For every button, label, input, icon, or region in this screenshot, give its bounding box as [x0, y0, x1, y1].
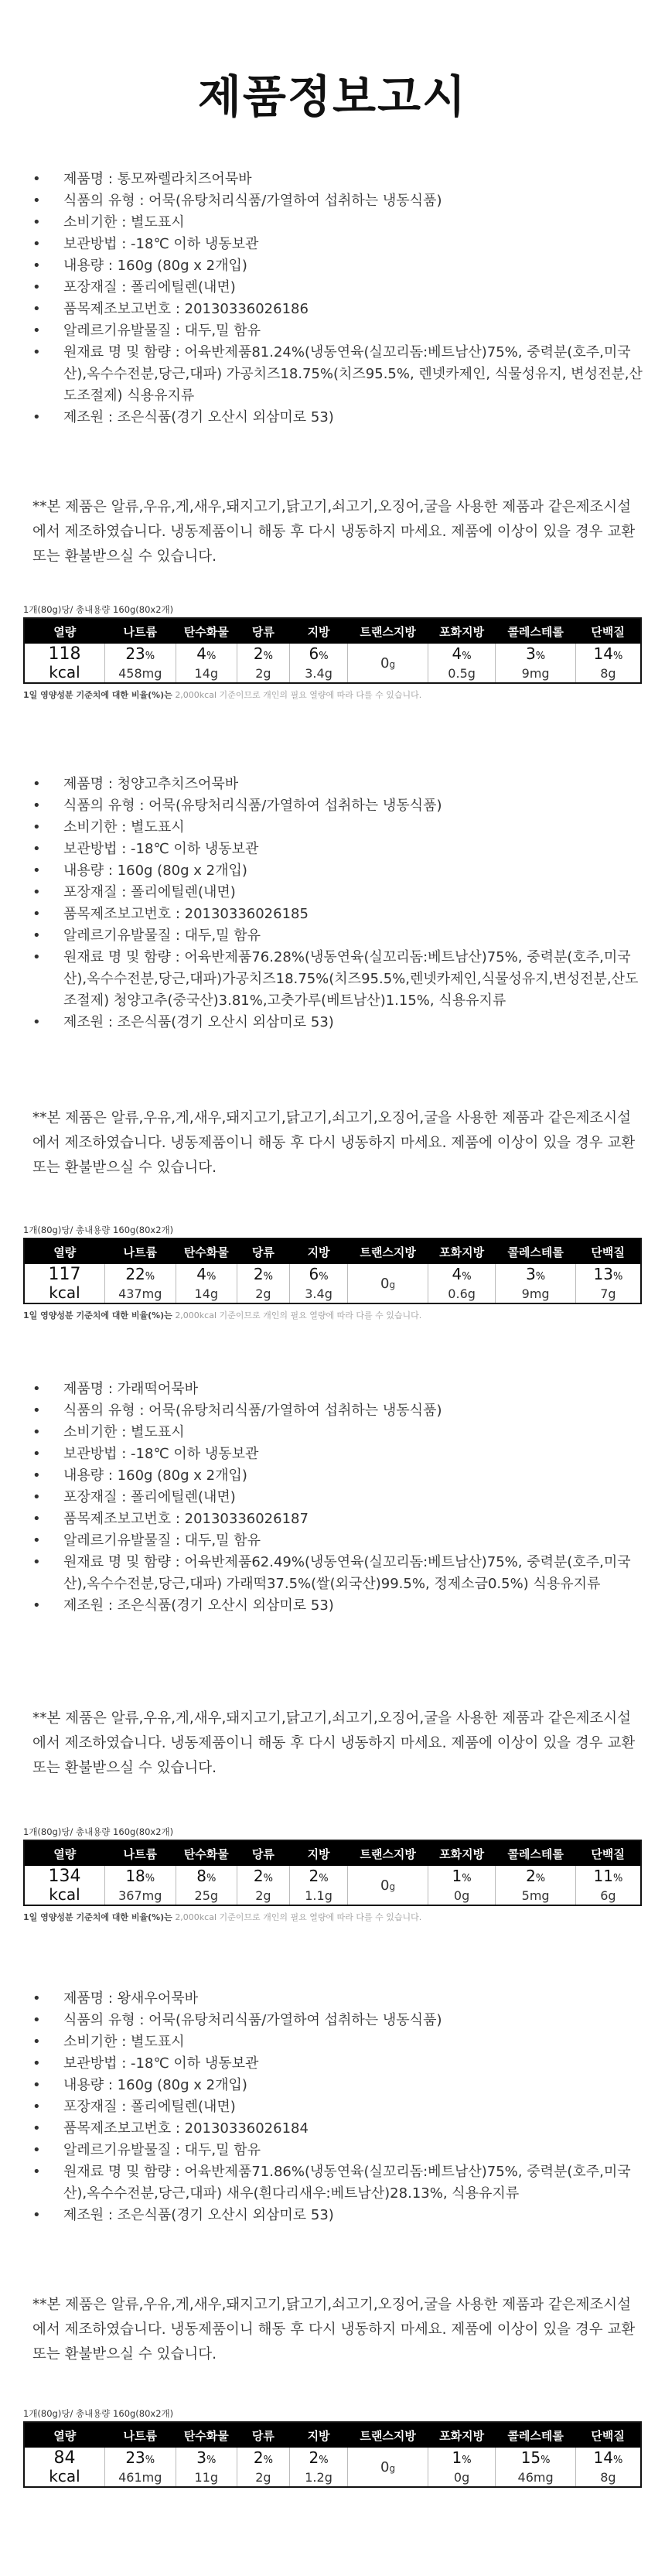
saturated-fat-pct: 1: [452, 2448, 462, 2467]
nutrition-value-row: [24, 1264, 641, 1303]
sodium-cell: 22% 437mg: [104, 1264, 176, 1303]
info-food-type: • 식품의 유형 : 어묵(유탕처리식품/가열하여 섭취하는 냉동식품): [32, 795, 643, 817]
info-allergens: • 알레르기유발물질 : 대두,밀 함유: [32, 2140, 643, 2161]
cholesterol-cell: 15% 46mg: [496, 2448, 575, 2487]
header-saturated-fat: 포화지방: [428, 618, 496, 644]
info-packaging: • 포장재질 : 폴리에틸렌(내면): [32, 2096, 643, 2118]
info-manufacturer: • 제조원 : 조은식품(경기 오산시 외삼미로 53): [32, 407, 643, 429]
header-fat: 지방: [289, 1238, 348, 1264]
info-packaging: • 포장재질 : 폴리에틸렌(내면): [32, 882, 643, 904]
header-trans-fat: 트랜스지방: [348, 1840, 428, 1866]
header-protein: 단백질: [575, 1840, 641, 1866]
cholesterol-pct: 2: [526, 1867, 536, 1885]
sodium-cell: 18% 367mg: [104, 1866, 176, 1905]
trans-fat-value: 0: [380, 1877, 390, 1894]
header-sugars: 당류: [237, 1840, 290, 1866]
header-sodium: 나트륨: [104, 1238, 176, 1264]
header-fat: 지방: [289, 618, 348, 644]
info-packaging: • 포장재질 : 폴리에틸렌(내면): [32, 1487, 643, 1508]
carbs-pct: 4: [196, 1265, 206, 1283]
trans-fat-value: 0: [380, 654, 390, 671]
sugars-amount: 2g: [255, 2470, 271, 2485]
header-carbs: 탄수화물: [176, 2422, 237, 2448]
nutrition-value-row: [24, 2448, 641, 2487]
info-storage: • 보관방법 : -18℃ 이하 냉동보관: [32, 234, 643, 255]
serving-caption: 1개(80g)당/ 총내용량 160g(80x2개): [23, 2408, 174, 2419]
sugars-amount: 2g: [255, 1286, 271, 1301]
protein-cell: 11% 6g: [575, 1866, 641, 1905]
cholesterol-amount: 9mg: [521, 666, 550, 681]
saturated-fat-cell: 1% 0g: [428, 2448, 496, 2487]
carbs-cell: 3% 11g: [176, 2448, 237, 2487]
header-sodium: 나트륨: [104, 618, 176, 644]
info-content-weight: • 내용량 : 160g (80g x 2개입): [32, 1465, 643, 1487]
nutrition-table: [23, 617, 642, 684]
trans-fat-cell: [348, 1264, 428, 1303]
cholesterol-pct: 3: [526, 1265, 536, 1283]
cholesterol-amount: 9mg: [521, 1286, 550, 1301]
cholesterol-amount: 5mg: [521, 1888, 550, 1903]
trans-fat-unit: g: [389, 2462, 396, 2474]
sodium-pct: 22: [125, 1265, 145, 1283]
info-allergens: • 알레르기유발물질 : 대두,밀 함유: [32, 925, 643, 947]
trans-fat-cell: [348, 2448, 428, 2487]
trans-fat-cell: [348, 1866, 428, 1905]
calories-value: 134: [48, 1867, 81, 1886]
header-sugars: 당류: [237, 2422, 290, 2448]
sugars-cell: 2% 2g: [237, 1866, 290, 1905]
product-info-list: [32, 1988, 643, 2226]
fat-amount: 1.1g: [305, 1888, 332, 1903]
cholesterol-cell: 2% 5mg: [496, 1866, 575, 1905]
header-carbs: 탄수화물: [176, 1840, 237, 1866]
allergy-notice: **본 제품은 알류,우유,게,새우,돼지고기,닭고기,쇠고기,오징어,굴을 사용한 제품과 같은제조시설에서 제조하였습니다. 냉동제품이니 해동 후 다시 냉동하지 마세요. 제품에 이상이 있을 경우 교환 또는 환불받으실 수 있습니다.: [32, 2297, 636, 2362]
header-carbs: 탄수화물: [176, 618, 237, 644]
info-food-type: • 식품의 유형 : 어묵(유탕처리식품/가열하여 섭취하는 냉동식품): [32, 2010, 643, 2031]
info-storage: • 보관방법 : -18℃ 이하 냉동보관: [32, 839, 643, 860]
sugars-amount: 2g: [255, 1888, 271, 1903]
trans-fat-unit: g: [389, 1881, 396, 1892]
header-fat: 지방: [289, 2422, 348, 2448]
info-content-weight: • 내용량 : 160g (80g x 2개입): [32, 255, 643, 277]
protein-cell: 14% 8g: [575, 644, 641, 683]
fat-pct: 6: [309, 644, 319, 663]
info-ingredients: • 원재료 명 및 함량 : 어육반제품71.86%(냉동연육(실꼬리돔:베트남산)75%, 중력분(호주,미국산),옥수수전분,당근,대파) 새우(흰다리새우:베트남산)28.13%, 식용유지류: [32, 2161, 643, 2205]
header-trans-fat: 트랜스지방: [348, 618, 428, 644]
protein-amount: 8g: [600, 2470, 616, 2485]
saturated-fat-amount: 0g: [453, 1888, 470, 1903]
carbs-cell: 4% 14g: [176, 1264, 237, 1303]
saturated-fat-amount: 0.6g: [448, 1286, 476, 1301]
sodium-pct: 18: [125, 1867, 145, 1885]
info-expiry: • 소비기한 : 별도표시: [32, 2031, 643, 2053]
header-protein: 단백질: [575, 2422, 641, 2448]
info-product-name: • 제품명 : 통모짜렐라치즈어묵바: [32, 169, 643, 190]
fat-amount: 3.4g: [305, 666, 332, 681]
sugars-cell: 2% 2g: [237, 644, 290, 683]
nutrition-value-row: [24, 1866, 641, 1905]
serving-caption: 1개(80g)당/ 총내용량 160g(80x2개): [23, 604, 174, 615]
protein-pct: 13: [593, 1265, 613, 1283]
info-manufacturer: • 제조원 : 조은식품(경기 오산시 외삼미로 53): [32, 1595, 643, 1617]
info-content-weight: • 내용량 : 160g (80g x 2개입): [32, 2075, 643, 2096]
sodium-pct: 23: [125, 2448, 145, 2467]
info-allergens: • 알레르기유발물질 : 대두,밀 함유: [32, 320, 643, 342]
allergy-notice: **본 제품은 알류,우유,게,새우,돼지고기,닭고기,쇠고기,오징어,굴을 사용한 제품과 같은제조시설에서 제조하였습니다. 냉동제품이니 해동 후 다시 냉동하지 마세요. 제품에 이상이 있을 경우 교환 또는 환불받으실 수 있습니다.: [32, 1710, 636, 1776]
header-cholesterol: 콜레스테롤: [496, 2422, 575, 2448]
header-cholesterol: 콜레스테롤: [496, 1840, 575, 1866]
protein-cell: 14% 8g: [575, 2448, 641, 2487]
nutrition-table: [23, 1840, 642, 1906]
fat-pct: 2: [309, 1867, 319, 1885]
product-info-list: [32, 1379, 643, 1617]
header-cholesterol: 콜레스테롤: [496, 1238, 575, 1264]
info-product-name: • 제품명 : 왕새우어묵바: [32, 1988, 643, 2010]
protein-pct: 14: [593, 644, 613, 663]
trans-fat-value: 0: [380, 1275, 390, 1292]
header-calories: 열량: [24, 1238, 104, 1264]
carbs-amount: 14g: [194, 666, 219, 681]
nutrition-value-row: [24, 644, 641, 683]
calories-cell: [24, 644, 104, 683]
info-report-number: • 품목제조보고번호 : 20130336026185: [32, 904, 643, 925]
info-product-name: • 제품명 : 가래떡어묵바: [32, 1379, 643, 1400]
info-expiry: • 소비기한 : 별도표시: [32, 212, 643, 234]
sugars-cell: 2% 2g: [237, 1264, 290, 1303]
calories-value: 118: [48, 644, 81, 664]
saturated-fat-pct: 4: [452, 1265, 462, 1283]
sodium-amount: 461mg: [118, 2470, 162, 2485]
carbs-amount: 14g: [194, 1286, 219, 1301]
header-trans-fat: 트랜스지방: [348, 1238, 428, 1264]
info-ingredients: • 원재료 명 및 함량 : 어육반제품81.24%(냉동연육(실꼬리돔:베트남산)75%, 중력분(호주,미국산),옥수수전분,당근,대파) 가공치즈18.75%(치즈95.5%, 렌넷카제인, 식물성유지, 변성전분,산도조절제) 식용유지류: [32, 342, 643, 407]
info-ingredients: • 원재료 명 및 함량 : 어육반제품62.49%(냉동연육(실꼬리돔:베트남산)75%, 중력분(호주,미국산),옥수수전분,당근,대파) 가래떡37.5%(쌀(외국산)99.5%, 정제소금0.5%) 식용유지류: [32, 1552, 643, 1595]
fat-amount: 3.4g: [305, 1286, 332, 1301]
sodium-amount: 437mg: [118, 1286, 162, 1301]
carbs-cell: 4% 14g: [176, 644, 237, 683]
protein-cell: 13% 7g: [575, 1264, 641, 1303]
sugars-pct: 2: [253, 1867, 264, 1885]
sugars-amount: 2g: [255, 666, 271, 681]
calories-unit: kcal: [49, 1885, 80, 1904]
sugars-cell: 2% 2g: [237, 2448, 290, 2487]
trans-fat-unit: g: [389, 658, 396, 670]
cholesterol-cell: 3% 9mg: [496, 1264, 575, 1303]
carbs-pct: 8: [196, 1867, 206, 1885]
serving-caption: 1개(80g)당/ 총내용량 160g(80x2개): [23, 1826, 174, 1837]
nutrition-header-row: [24, 1840, 641, 1866]
header-fat: 지방: [289, 1840, 348, 1866]
saturated-fat-amount: 0.5g: [448, 666, 476, 681]
fat-cell: 2% 1.2g: [289, 2448, 348, 2487]
cholesterol-amount: 46mg: [517, 2470, 554, 2485]
calories-value: 117: [48, 1265, 81, 1284]
calories-unit: kcal: [49, 663, 80, 682]
sodium-amount: 367mg: [118, 1888, 162, 1903]
header-protein: 단백질: [575, 618, 641, 644]
info-content-weight: • 내용량 : 160g (80g x 2개입): [32, 860, 643, 882]
carbs-pct: 4: [196, 644, 206, 663]
header-sugars: 당류: [237, 1238, 290, 1264]
protein-amount: 6g: [600, 1888, 616, 1903]
header-saturated-fat: 포화지방: [428, 1238, 496, 1264]
cholesterol-pct: 3: [526, 644, 536, 663]
header-saturated-fat: 포화지방: [428, 1840, 496, 1866]
calories-unit: kcal: [49, 1283, 80, 1302]
info-allergens: • 알레르기유발물질 : 대두,밀 함유: [32, 1530, 643, 1552]
daily-value-footnote: 1일 영양성분 기준치에 대한 비율(%)는 2,000kcal 기준이므로 개인의 필요 열량에 따라 다를 수 있습니다.: [23, 1310, 422, 1320]
sodium-pct: 23: [125, 644, 145, 663]
info-food-type: • 식품의 유형 : 어묵(유탕처리식품/가열하여 섭취하는 냉동식품): [32, 190, 643, 212]
header-protein: 단백질: [575, 1238, 641, 1264]
header-calories: 열량: [24, 1840, 104, 1866]
header-sugars: 당류: [237, 618, 290, 644]
fat-amount: 1.2g: [305, 2470, 332, 2485]
trans-fat-value: 0: [380, 2458, 390, 2475]
saturated-fat-amount: 0g: [453, 2470, 470, 2485]
daily-value-footnote: 1일 영양성분 기준치에 대한 비율(%)는 2,000kcal 기준이므로 개인의 필요 열량에 따라 다를 수 있습니다.: [23, 690, 422, 700]
trans-fat-cell: [348, 644, 428, 683]
calories-cell: [24, 1866, 104, 1905]
sodium-cell: 23% 458mg: [104, 644, 176, 683]
cholesterol-pct: 15: [520, 2448, 541, 2467]
protein-amount: 8g: [600, 666, 616, 681]
nutrition-header-row: [24, 618, 641, 644]
allergy-notice: **본 제품은 알류,우유,게,새우,돼지고기,닭고기,쇠고기,오징어,굴을 사용한 제품과 같은제조시설에서 제조하였습니다. 냉동제품이니 해동 후 다시 냉동하지 마세요. 제품에 이상이 있을 경우 교환 또는 환불받으실 수 있습니다.: [32, 1110, 636, 1176]
info-expiry: • 소비기한 : 별도표시: [32, 817, 643, 839]
calories-unit: kcal: [49, 2467, 80, 2485]
cholesterol-cell: 3% 9mg: [496, 644, 575, 683]
sodium-amount: 458mg: [118, 666, 162, 681]
saturated-fat-pct: 4: [452, 644, 462, 663]
page-title: 제품정보고시: [197, 70, 468, 123]
allergy-notice: **본 제품은 알류,우유,게,새우,돼지고기,닭고기,쇠고기,오징어,굴을 사용한 제품과 같은제조시설에서 제조하였습니다. 냉동제품이니 해동 후 다시 냉동하지 마세요. 제품에 이상이 있을 경우 교환 또는 환불받으실 수 있습니다.: [32, 499, 636, 565]
fat-pct: 2: [309, 2448, 319, 2467]
saturated-fat-cell: 4% 0.6g: [428, 1264, 496, 1303]
info-ingredients: • 원재료 명 및 함량 : 어육반제품76.28%(냉동연육(실꼬리돔:베트남산)75%, 중력분(호주,미국산),옥수수전분,당근,대파)가공치즈18.75%(치즈95.5%,렌넷카제인,식물성유지,변성전분,산도조절제) 청양고추(중국산)3.81%,고춧가루(베트남산)1.15%, 식용유지류: [32, 947, 643, 1012]
fat-cell: 6% 3.4g: [289, 1264, 348, 1303]
calories-cell: [24, 1264, 104, 1303]
info-report-number: • 품목제조보고번호 : 20130336026186: [32, 299, 643, 320]
info-manufacturer: • 제조원 : 조은식품(경기 오산시 외삼미로 53): [32, 2205, 643, 2226]
nutrition-header-row: [24, 2422, 641, 2448]
product-info-list: [32, 774, 643, 1033]
header-saturated-fat: 포화지방: [428, 2422, 496, 2448]
product-info-list: [32, 169, 643, 429]
protein-pct: 14: [593, 2448, 613, 2467]
fat-cell: 2% 1.1g: [289, 1866, 348, 1905]
daily-value-footnote: 1일 영양성분 기준치에 대한 비율(%)는 2,000kcal 기준이므로 개인의 필요 열량에 따라 다를 수 있습니다.: [23, 1912, 422, 1922]
sugars-pct: 2: [253, 1265, 264, 1283]
sodium-cell: 23% 461mg: [104, 2448, 176, 2487]
info-storage: • 보관방법 : -18℃ 이하 냉동보관: [32, 1443, 643, 1465]
saturated-fat-pct: 1: [452, 1867, 462, 1885]
saturated-fat-cell: 4% 0.5g: [428, 644, 496, 683]
info-report-number: • 품목제조보고번호 : 20130336026184: [32, 2118, 643, 2140]
info-report-number: • 품목제조보고번호 : 20130336026187: [32, 1508, 643, 1530]
fat-pct: 6: [309, 1265, 319, 1283]
info-expiry: • 소비기한 : 별도표시: [32, 1422, 643, 1443]
header-sodium: 나트륨: [104, 2422, 176, 2448]
protein-amount: 7g: [600, 1286, 616, 1301]
calories-cell: [24, 2448, 104, 2487]
info-storage: • 보관방법 : -18℃ 이하 냉동보관: [32, 2053, 643, 2075]
nutrition-table: [23, 2421, 642, 2488]
header-calories: 열량: [24, 618, 104, 644]
carbs-pct: 3: [196, 2448, 206, 2467]
info-packaging: • 포장재질 : 폴리에틸렌(내면): [32, 277, 643, 299]
calories-value: 84: [53, 2448, 76, 2468]
header-trans-fat: 트랜스지방: [348, 2422, 428, 2448]
fat-cell: 6% 3.4g: [289, 644, 348, 683]
info-product-name: • 제품명 : 청양고추치즈어묵바: [32, 774, 643, 795]
serving-caption: 1개(80g)당/ 총내용량 160g(80x2개): [23, 1225, 174, 1235]
trans-fat-unit: g: [389, 1279, 396, 1290]
nutrition-table: [23, 1238, 642, 1304]
saturated-fat-cell: 1% 0g: [428, 1866, 496, 1905]
info-manufacturer: • 제조원 : 조은식품(경기 오산시 외삼미로 53): [32, 1012, 643, 1033]
sugars-pct: 2: [253, 2448, 264, 2467]
sugars-pct: 2: [253, 644, 264, 663]
protein-pct: 11: [593, 1867, 613, 1885]
carbs-amount: 25g: [194, 1888, 219, 1903]
header-cholesterol: 콜레스테롤: [496, 618, 575, 644]
header-sodium: 나트륨: [104, 1840, 176, 1866]
header-calories: 열량: [24, 2422, 104, 2448]
info-food-type: • 식품의 유형 : 어묵(유탕처리식품/가열하여 섭취하는 냉동식품): [32, 1400, 643, 1422]
nutrition-header-row: [24, 1238, 641, 1264]
carbs-amount: 11g: [194, 2470, 219, 2485]
header-carbs: 탄수화물: [176, 1238, 237, 1264]
carbs-cell: 8% 25g: [176, 1866, 237, 1905]
